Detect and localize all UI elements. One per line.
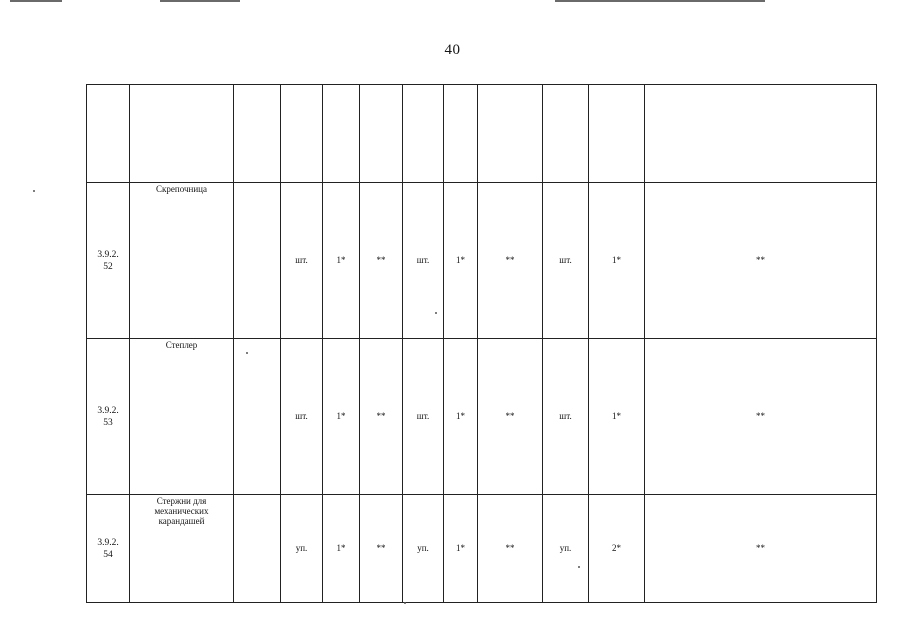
- table-row: [87, 495, 877, 603]
- scan-edge-right: [555, 0, 765, 2]
- empty-cell: [234, 495, 281, 603]
- unit-cell: уп.: [281, 495, 323, 603]
- quantity-cell: 1*: [589, 183, 645, 339]
- unit-cell: шт.: [281, 183, 323, 339]
- item-name-cell: Скрепочница: [130, 183, 234, 339]
- scan-speck: [246, 352, 248, 354]
- unit-cell: [403, 85, 444, 183]
- quantity-cell: [444, 85, 478, 183]
- empty-cell: [234, 85, 281, 183]
- price-cell: **: [360, 183, 403, 339]
- quantity-cell: 1*: [444, 183, 478, 339]
- quantity-cell: 2*: [589, 495, 645, 603]
- price-cell: **: [478, 339, 543, 495]
- quantity-cell: [323, 85, 360, 183]
- scan-speck: [33, 190, 35, 192]
- table-row: [87, 183, 877, 339]
- quantity-cell: 1*: [323, 339, 360, 495]
- price-cell: [478, 85, 543, 183]
- unit-cell: уп.: [403, 495, 444, 603]
- unit-cell: шт.: [281, 339, 323, 495]
- price-cell: **: [478, 183, 543, 339]
- price-cell: **: [478, 495, 543, 603]
- norms-table: [86, 84, 877, 603]
- page-number: 40: [444, 42, 461, 58]
- table-row: [87, 339, 877, 495]
- unit-cell: шт.: [403, 183, 444, 339]
- price-cell: [360, 85, 403, 183]
- item-number-cell: 3.9.2. 53: [87, 339, 130, 495]
- item-number-cell: 3.9.2. 54: [87, 495, 130, 603]
- quantity-cell: [589, 85, 645, 183]
- empty-cell: [234, 339, 281, 495]
- item-name-cell: [130, 85, 234, 183]
- unit-cell: [281, 85, 323, 183]
- price-cell: **: [645, 495, 877, 603]
- unit-cell: [543, 85, 589, 183]
- item-name-cell: Степлер: [130, 339, 234, 495]
- quantity-cell: 1*: [444, 495, 478, 603]
- quantity-cell: 1*: [444, 339, 478, 495]
- scan-edge-mid: [160, 0, 240, 2]
- table-row: [87, 85, 877, 183]
- price-cell: **: [360, 495, 403, 603]
- scan-speck: [404, 602, 406, 604]
- unit-cell: шт.: [543, 339, 589, 495]
- price-cell: [645, 85, 877, 183]
- price-cell: **: [645, 183, 877, 339]
- price-cell: **: [645, 339, 877, 495]
- empty-cell: [234, 183, 281, 339]
- item-number-cell: 3.9.2. 52: [87, 183, 130, 339]
- quantity-cell: 1*: [323, 183, 360, 339]
- item-name-cell: Стержни для механических карандашей: [130, 495, 234, 603]
- unit-cell: уп.: [543, 495, 589, 603]
- scan-speck: [435, 312, 437, 314]
- scan-speck: [578, 566, 580, 568]
- price-cell: **: [360, 339, 403, 495]
- quantity-cell: 1*: [323, 495, 360, 603]
- unit-cell: шт.: [403, 339, 444, 495]
- item-number-cell: [87, 85, 130, 183]
- quantity-cell: 1*: [589, 339, 645, 495]
- scan-edge-left: [10, 0, 62, 2]
- unit-cell: шт.: [543, 183, 589, 339]
